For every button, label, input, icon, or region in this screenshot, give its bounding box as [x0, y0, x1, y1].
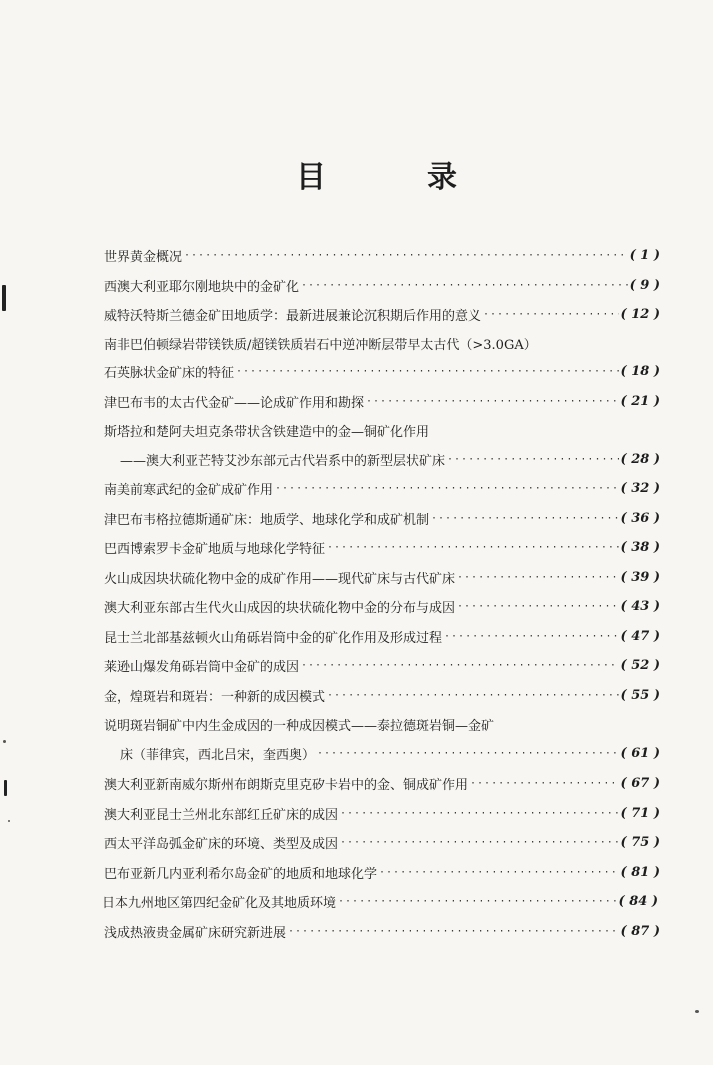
toc-entry [104, 771, 660, 795]
toc-entry [104, 653, 660, 677]
toc-entry-page: ( 81 ) [620, 864, 660, 880]
toc-entry [104, 683, 660, 707]
title-char-1: 目 [296, 160, 328, 195]
leader-dots [447, 454, 619, 465]
toc-entry [104, 624, 660, 648]
leader-dots [444, 631, 619, 642]
toc-entry [104, 273, 660, 297]
toc-entry-title: 巴西博索罗卡金矿地质与地球化学特征 [104, 541, 326, 557]
leader-dots [338, 896, 617, 907]
toc-entry-page: ( 43 ) [620, 598, 660, 614]
toc-entry-title: 威特沃特斯兰德金矿田地质学：最新进展兼论沉积期后作用的意义 [104, 308, 482, 324]
leader-dots [301, 280, 628, 291]
toc-entry-page: ( 75 ) [620, 834, 660, 850]
toc-entry-page: ( 47 ) [620, 628, 660, 644]
toc-entry-title: 床（菲律宾，西北吕宋，奎西奥） [120, 747, 316, 763]
leader-dots [340, 837, 619, 848]
leader-dots [457, 572, 619, 583]
toc-entry-title: 津巴布韦格拉德斯通矿床：地质学、地球化学和成矿机制 [104, 512, 430, 528]
toc-entry [104, 919, 660, 943]
leader-dots [301, 660, 619, 671]
toc-entry [104, 565, 660, 589]
toc-entry [104, 359, 660, 383]
toc-entry-page: ( 39 ) [620, 569, 660, 585]
toc-entry [104, 535, 660, 559]
toc-entry-page: ( 36 ) [620, 510, 660, 526]
toc-entry [104, 302, 660, 326]
toc-entry [104, 331, 660, 355]
toc-entry-page: ( 55 ) [620, 687, 660, 703]
leader-dots [470, 778, 619, 789]
toc-entry-page: ( 87 ) [620, 923, 660, 939]
toc-entry [104, 506, 660, 530]
toc-entry-page: ( 18 ) [620, 363, 660, 379]
toc-entry-page: ( 67 ) [620, 775, 660, 791]
toc-entry [104, 830, 660, 854]
toc-entry-title: 石英脉状金矿床的特征 [104, 365, 235, 381]
toc-entry-title: ——澳大利亚芒特艾沙东部元古代岩系中的新型层状矿床 [120, 453, 446, 469]
toc-entry-page: ( 9 ) [629, 277, 660, 293]
leader-dots [457, 601, 619, 612]
toc-entry [104, 741, 660, 765]
toc-entry-title: 日本九州地区第四纪金矿化及其地质环境 [102, 895, 337, 911]
toc-entry-title: 斯塔拉和楚阿夫坦克条带状含铁建造中的金—铜矿化作用 [104, 424, 430, 440]
toc-entry-title: 西澳大利亚耶尔刚地块中的金矿化 [104, 279, 300, 295]
toc-entry-title: 津巴布韦的太古代金矿——论成矿作用和勘探 [104, 395, 365, 411]
leader-dots [379, 867, 619, 878]
toc-entry [104, 476, 660, 500]
toc-entry [104, 243, 660, 267]
leader-dots [184, 250, 628, 261]
toc-entry-page: ( 84 ) [618, 893, 658, 909]
scan-mark [4, 780, 7, 796]
toc-entry-page: ( 21 ) [620, 393, 660, 409]
toc-entry-title: 澳大利亚新南威尔斯州布朗斯克里克矽卡岩中的金、铜成矿作用 [104, 777, 469, 793]
toc-entry-title: 西太平洋岛弧金矿床的环境、类型及成因 [104, 836, 339, 852]
leader-dots [317, 748, 619, 759]
toc-entry-title: 昆士兰北部基兹顿火山角砾岩筒中金的矿化作用及形成过程 [104, 630, 443, 646]
toc-entry-page: ( 32 ) [620, 480, 660, 496]
toc-entry [104, 712, 660, 736]
toc-entry-title: 南非巴伯顿绿岩带镁铁质/超镁铁质岩石中逆冲断层带早太古代（>3.0GA） [104, 337, 537, 353]
toc-entry [102, 889, 658, 913]
toc-entry [104, 418, 660, 442]
leader-dots [236, 366, 619, 377]
toc-entry-title: 浅成热液贵金属矿床研究新进展 [104, 925, 287, 941]
leader-dots [275, 483, 619, 494]
leader-dots [340, 808, 619, 819]
leader-dots [366, 396, 619, 407]
toc-entry [104, 594, 660, 618]
toc-entry-page: ( 28 ) [620, 451, 660, 467]
title-char-2: 录 [427, 160, 459, 195]
toc-entry-page: ( 52 ) [620, 657, 660, 673]
toc-entry-title: 火山成因块状硫化物中金的成矿作用——现代矿床与古代矿床 [104, 571, 456, 587]
toc-entry-page: ( 61 ) [620, 745, 660, 761]
toc-entry [104, 801, 660, 825]
toc-entry-page: ( 71 ) [620, 805, 660, 821]
toc-entry-title: 澳大利亚东部古生代火山成因的块状硫化物中金的分布与成因 [104, 600, 456, 616]
toc-entry-page: ( 38 ) [620, 539, 660, 555]
toc-entry-title: 金，煌斑岩和斑岩：一种新的成因模式 [104, 689, 326, 705]
scan-speck [695, 1010, 699, 1013]
scan-speck [8, 820, 10, 822]
toc-entry-title: 澳大利亚昆士兰州北东部红丘矿床的成因 [104, 807, 339, 823]
toc-entry-title: 说明斑岩铜矿中内生金成因的一种成因模式——泰拉德斑岩铜—金矿 [104, 718, 495, 734]
leader-dots [483, 309, 619, 320]
leader-dots [431, 513, 619, 524]
scan-speck [3, 740, 6, 743]
leader-dots [327, 542, 619, 553]
leader-dots [327, 690, 619, 701]
scan-mark [2, 285, 6, 311]
toc-entry-title: 莱逊山爆发角砾岩筒中金矿的成因 [104, 659, 300, 675]
leader-dots [288, 926, 619, 937]
toc-entry [104, 447, 660, 471]
toc-entry-page: ( 1 ) [629, 247, 660, 263]
toc-entry [104, 389, 660, 413]
toc-entry-title: 巴布亚新几内亚利希尔岛金矿的地质和地球化学 [104, 866, 378, 882]
toc-entry-title: 南美前寒武纪的金矿成矿作用 [104, 482, 274, 498]
toc-entry-page: ( 12 ) [620, 306, 660, 322]
toc-entry [104, 860, 660, 884]
toc-entry-title: 世界黄金概况 [104, 249, 183, 265]
